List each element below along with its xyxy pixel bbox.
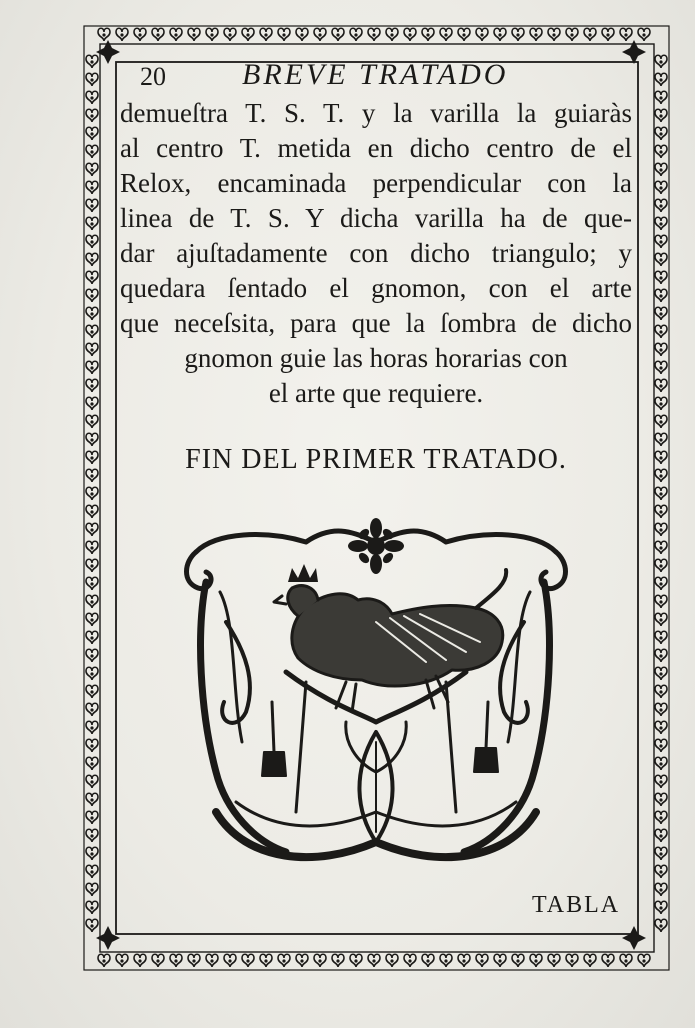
fleuron-icon — [638, 954, 650, 967]
fleuron-icon — [655, 433, 667, 446]
fleuron-icon — [655, 505, 667, 518]
fleuron-icon — [512, 28, 524, 41]
fleuron-icon — [655, 343, 667, 356]
fleuron-icon — [655, 73, 667, 86]
fleuron-icon — [655, 415, 667, 428]
fleuron-icon — [86, 829, 98, 842]
fleuron-icon — [86, 631, 98, 644]
fleuron-icon — [422, 954, 434, 967]
fleuron-icon — [655, 649, 667, 662]
fleuron-icon — [86, 343, 98, 356]
fleuron-icon — [86, 901, 98, 914]
text-line: el arte que requiere. — [268, 378, 484, 408]
fleuron-icon — [296, 28, 308, 41]
fleuron-icon — [86, 505, 98, 518]
fleuron-icon — [566, 28, 578, 41]
fleuron-icon — [655, 163, 667, 176]
fleuron-icon — [655, 109, 667, 122]
fleuron-icon — [206, 28, 218, 41]
fleuron-icon — [566, 954, 578, 967]
fleuron-icon — [655, 451, 667, 464]
fleuron-icon — [188, 28, 200, 41]
fleuron-icon — [638, 28, 650, 41]
fleuron-icon — [548, 954, 560, 967]
fleuron-icon — [278, 28, 290, 41]
fleuron-icon — [86, 415, 98, 428]
fleuron-icon — [584, 954, 596, 967]
section-end-heading: FIN DEL PRIMER TRATADO. — [185, 444, 567, 475]
fleuron-icon — [655, 289, 667, 302]
fleuron-icon — [655, 865, 667, 878]
fleuron-icon — [86, 613, 98, 626]
fleuron-icon — [530, 954, 542, 967]
fleuron-icon — [332, 954, 344, 967]
fleuron-icon — [655, 847, 667, 860]
fleuron-icon — [86, 541, 98, 554]
fleuron-icon — [188, 954, 200, 967]
fleuron-icon — [86, 397, 98, 410]
page-number: 20 — [140, 62, 166, 91]
page-header — [140, 58, 630, 98]
fleuron-icon — [655, 811, 667, 824]
fleuron-icon — [134, 28, 146, 41]
fleuron-icon — [584, 28, 596, 41]
fleuron-icon — [655, 613, 667, 626]
fleuron-icon — [224, 28, 236, 41]
fleuron-icon — [116, 954, 128, 967]
fleuron-icon — [86, 433, 98, 446]
fleuron-icon — [86, 109, 98, 122]
fleuron-icon — [86, 919, 98, 932]
crown-icon — [288, 564, 318, 582]
fleuron-icon — [86, 865, 98, 878]
fleuron-icon — [655, 739, 667, 752]
fleuron-icon — [655, 523, 667, 536]
fleuron-icon — [422, 28, 434, 41]
fleuron-icon — [152, 28, 164, 41]
fleuron-icon — [620, 28, 632, 41]
fleuron-icon — [86, 685, 98, 698]
fleuron-icon — [655, 577, 667, 590]
fleuron-icon — [655, 217, 667, 230]
fleuron-icon — [86, 559, 98, 572]
fleuron-icon — [242, 954, 254, 967]
fleuron-icon — [655, 541, 667, 554]
fleuron-icon — [655, 55, 667, 68]
fleuron-icon — [655, 145, 667, 158]
fleuron-icon — [368, 28, 380, 41]
fleuron-icon — [350, 954, 362, 967]
fleuron-icon — [602, 28, 614, 41]
fleuron-icon — [655, 325, 667, 338]
fleuron-icon — [602, 954, 614, 967]
fleuron-icon — [86, 595, 98, 608]
heraldic-eagle-cartouche-icon — [176, 512, 574, 872]
fleuron-icon — [134, 954, 146, 967]
fleuron-icon — [170, 28, 182, 41]
fleuron-icon — [404, 954, 416, 967]
fleuron-icon — [655, 685, 667, 698]
text-line: dar ajuſtadamente con dicho triangulo; y — [120, 238, 632, 268]
fleuron-icon — [86, 289, 98, 302]
fleuron-icon — [86, 199, 98, 212]
fleuron-icon — [655, 721, 667, 734]
fleuron-icon — [655, 631, 667, 644]
fleuron-icon — [260, 28, 272, 41]
fleuron-icon — [655, 181, 667, 194]
fleuron-icon — [655, 379, 667, 392]
fleuron-icon — [655, 667, 667, 680]
text-line: Relox, encaminada perpendicular con la — [120, 168, 632, 198]
fleuron-icon — [86, 811, 98, 824]
fleuron-icon — [655, 919, 667, 932]
fleuron-icon — [655, 829, 667, 842]
fleuron-icon — [655, 271, 667, 284]
rosette-icon — [348, 518, 404, 574]
fleuron-icon — [170, 954, 182, 967]
fleuron-icon — [86, 703, 98, 716]
fleuron-icon — [86, 523, 98, 536]
fleuron-icon — [86, 271, 98, 284]
fleuron-icon — [655, 901, 667, 914]
fleuron-icon — [494, 28, 506, 41]
fleuron-icon — [440, 28, 452, 41]
fleuron-icon — [440, 954, 452, 967]
fleuron-icon — [655, 127, 667, 140]
fleuron-icon — [242, 28, 254, 41]
fleuron-icon — [86, 847, 98, 860]
fleuron-icon — [548, 28, 560, 41]
fleuron-icon — [86, 757, 98, 770]
fleuron-icon — [476, 28, 488, 41]
fleuron-icon — [86, 577, 98, 590]
fleuron-icon — [512, 954, 524, 967]
fleuron-icon — [98, 954, 110, 967]
fleuron-icon — [86, 451, 98, 464]
fleuron-icon — [655, 703, 667, 716]
fleuron-icon — [655, 559, 667, 572]
fleuron-icon — [86, 361, 98, 374]
fleuron-icon — [655, 757, 667, 770]
fleuron-icon — [386, 28, 398, 41]
fleuron-icon — [86, 235, 98, 248]
fleuron-icon — [314, 28, 326, 41]
fleuron-icon — [98, 28, 110, 41]
fleuron-icon — [655, 397, 667, 410]
fleuron-icon — [86, 883, 98, 896]
fleuron-icon — [224, 954, 236, 967]
fleuron-icon — [86, 775, 98, 788]
fleuron-icon — [86, 649, 98, 662]
fleuron-icon — [655, 775, 667, 788]
fleuron-icon — [86, 325, 98, 338]
fleuron-icon — [368, 954, 380, 967]
fleuron-icon — [86, 739, 98, 752]
fleuron-icon — [296, 954, 308, 967]
fleuron-icon — [314, 954, 326, 967]
fleuron-icon — [86, 379, 98, 392]
text-line: quedara ſentado el gnomon, con el arte — [120, 273, 632, 303]
body-text — [120, 96, 632, 411]
fleuron-icon — [458, 28, 470, 41]
fleuron-icon — [655, 487, 667, 500]
fleuron-icon — [116, 28, 128, 41]
fleuron-icon — [260, 954, 272, 967]
fleuron-icon — [86, 253, 98, 266]
fleuron-icon — [655, 361, 667, 374]
fleuron-icon — [655, 253, 667, 266]
fleuron-icon — [386, 954, 398, 967]
fleuron-icon — [86, 145, 98, 158]
fleuron-icon — [86, 55, 98, 68]
running-title: BREVE TRATADO — [242, 58, 509, 91]
fleuron-icon — [86, 163, 98, 176]
fleuron-icon — [404, 28, 416, 41]
fleuron-icon — [86, 721, 98, 734]
fleuron-icon — [86, 793, 98, 806]
fleuron-icon — [655, 595, 667, 608]
fleuron-icon — [86, 487, 98, 500]
fleuron-icon — [458, 954, 470, 967]
fleuron-icon — [476, 954, 488, 967]
text-line: al centro T. metida en dicho centro de el — [120, 133, 632, 163]
fleuron-icon — [655, 199, 667, 212]
fleuron-icon — [86, 469, 98, 482]
fleuron-icon — [350, 28, 362, 41]
fleuron-icon — [620, 954, 632, 967]
fleuron-icon — [86, 127, 98, 140]
fleuron-icon — [152, 954, 164, 967]
fleuron-icon — [86, 307, 98, 320]
fleuron-icon — [86, 73, 98, 86]
fleuron-icon — [655, 469, 667, 482]
fleuron-icon — [86, 217, 98, 230]
fleuron-icon — [86, 181, 98, 194]
text-line: linea de T. S. Y dicha varilla ha de que- — [120, 203, 632, 233]
fleuron-icon — [530, 28, 542, 41]
fleuron-icon — [655, 235, 667, 248]
catchword: TABLA — [532, 892, 621, 918]
fleuron-icon — [206, 954, 218, 967]
text-line: gnomon guie las horas horarias con — [184, 343, 568, 373]
fleuron-icon — [655, 91, 667, 104]
fleuron-icon — [86, 667, 98, 680]
fleuron-icon — [86, 91, 98, 104]
fleuron-icon — [278, 954, 290, 967]
fleuron-icon — [332, 28, 344, 41]
fleuron-icon — [655, 307, 667, 320]
fleuron-icon — [655, 883, 667, 896]
fleuron-icon — [494, 954, 506, 967]
text-line: que neceſsita, para que la ſombra de dicho — [120, 308, 632, 338]
text-line: demueſtra T. S. T. y la varilla la guiaràs — [120, 98, 632, 128]
fleuron-icon — [655, 793, 667, 806]
